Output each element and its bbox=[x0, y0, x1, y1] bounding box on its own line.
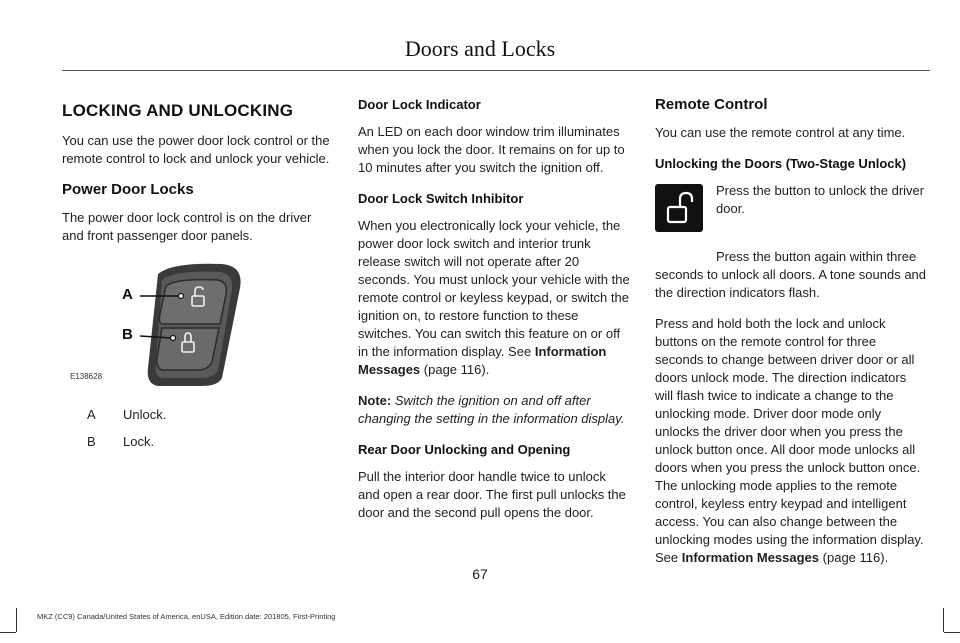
figure-id: E138628 bbox=[70, 372, 103, 381]
legend-row bbox=[62, 406, 334, 424]
unlock-icon bbox=[655, 184, 703, 232]
information-messages-link[interactable]: Information Messages bbox=[358, 344, 607, 377]
indicator-heading: Door Lock Indicator bbox=[358, 97, 481, 112]
header-divider bbox=[62, 70, 930, 71]
door-lock-switch-figure bbox=[62, 258, 334, 386]
note-text: Switch the ignition on and off after changing the setting in the information display. bbox=[358, 393, 625, 426]
inhibitor-heading: Door Lock Switch Inhibitor bbox=[358, 191, 524, 206]
press-again-paragraph: Press the button again within three seconds to unlock all doors. A tone sounds and the direction indicators flash. bbox=[655, 249, 927, 300]
remote-control-heading: Remote Control bbox=[655, 96, 768, 113]
page-reference: (page 116). bbox=[822, 550, 889, 565]
door-lock-switch-illustration bbox=[62, 258, 334, 386]
unlock-instruction-text bbox=[716, 182, 927, 218]
rear-door-paragraph: Pull the interior door handle twice to unlock and open a rear door. The first pull unlocks the door and the second pull opens the door. bbox=[358, 469, 626, 520]
legend-value: Unlock. bbox=[123, 407, 167, 422]
legend-key: B bbox=[87, 434, 96, 449]
legend-value: Lock. bbox=[123, 434, 155, 449]
crop-mark bbox=[0, 632, 16, 633]
page-header-title: Doors and Locks bbox=[404, 36, 556, 61]
indicator-paragraph: An LED on each door window trim illuminates when you lock the door. It remains on for up to 10 minutes after you switch the ignition off. bbox=[358, 124, 625, 175]
column-right bbox=[655, 96, 927, 580]
legend-row bbox=[62, 433, 334, 451]
crop-mark bbox=[943, 608, 944, 632]
page-number: 67 bbox=[472, 566, 488, 582]
page-reference: (page 116). bbox=[423, 362, 490, 377]
crop-mark bbox=[16, 608, 17, 632]
hold-text: Press and hold both the lock and unlock buttons on the remote control for three seconds to change between driver door or all doors unlock mode. The direction indicators will flash twice to indicate a change to the unlocking mode. Driver door mode only unlocks the driver door when you press the unlock button once. All door mode unlocks all doors when you press the unlock button once. The unlocking mode applies to the remote control, keyless entry keypad and intelligent access. You can also change between the unlocking modes using the information display. See bbox=[655, 316, 924, 565]
press-once-paragraph: Press the button to unlock the driver door. bbox=[716, 183, 925, 216]
intro-paragraph: You can use the power door lock control or the remote control to lock and unlock your vehicle. bbox=[62, 133, 330, 166]
column-left bbox=[62, 96, 334, 460]
open-padlock-icon bbox=[655, 184, 703, 232]
inhibitor-paragraph bbox=[358, 217, 630, 379]
unlock-instruction-block bbox=[655, 182, 927, 248]
callout-label-a: A bbox=[122, 286, 133, 303]
remote-intro-paragraph: You can use the remote control at any time. bbox=[655, 125, 906, 140]
information-messages-link[interactable]: Information Messages bbox=[681, 550, 820, 565]
hold-paragraph bbox=[655, 315, 927, 567]
inhibitor-text: When you electronically lock your vehicle, the power door lock switch and interior trunk release switch will not operate after 20 seconds. You must unlock your vehicle with the remote control or keyless keypad, or switch the ignition on, to restore function to these switches. You can switch this feature on or off in the information display. See bbox=[358, 218, 630, 359]
crop-mark bbox=[944, 632, 960, 633]
callout-label-b: B bbox=[122, 326, 133, 343]
rear-door-heading: Rear Door Unlocking and Opening bbox=[358, 442, 571, 457]
column-middle bbox=[358, 96, 630, 535]
two-stage-unlock-heading: Unlocking the Doors (Two-Stage Unlock) bbox=[655, 156, 907, 171]
footer-edition-text: MKZ (CC9) Canada/United States of America, enUSA, Edition date: 201805, First-Printing bbox=[37, 612, 336, 621]
subsection-heading: Power Door Locks bbox=[62, 181, 194, 198]
note-paragraph bbox=[358, 392, 630, 428]
legend-key: A bbox=[87, 407, 96, 422]
note-label: Note: bbox=[358, 393, 392, 408]
section-heading: LOCKING AND UNLOCKING bbox=[62, 101, 294, 120]
subsection-paragraph: The power door lock control is on the driver and front passenger door panels. bbox=[62, 210, 312, 243]
